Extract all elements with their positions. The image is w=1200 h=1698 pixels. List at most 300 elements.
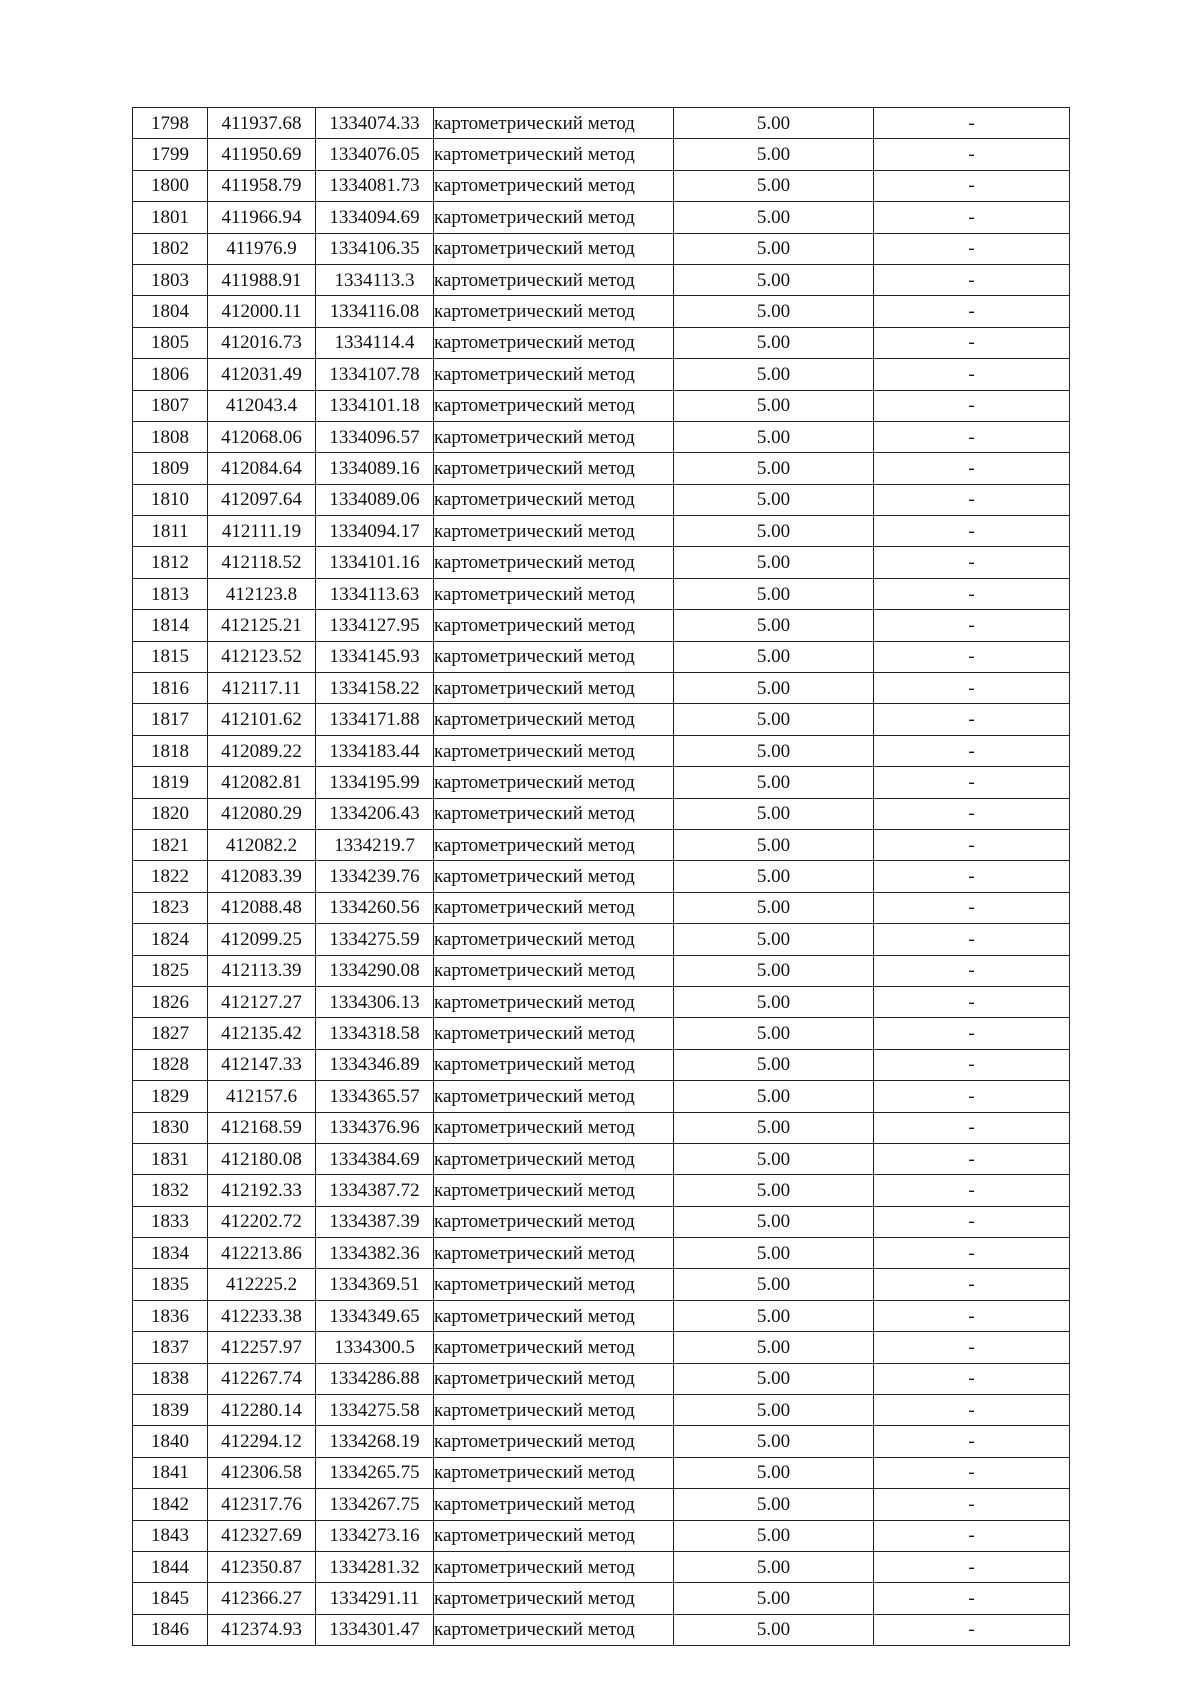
method-cell: картометрический метод — [434, 892, 674, 923]
x-coordinate-cell: 411937.68 — [208, 108, 316, 139]
point-number-cell: 1822 — [133, 861, 208, 892]
x-coordinate-cell: 412123.8 — [208, 578, 316, 609]
point-number-cell: 1820 — [133, 798, 208, 829]
x-coordinate-cell: 412101.62 — [208, 704, 316, 735]
precision-cell: 5.00 — [674, 1049, 874, 1080]
x-coordinate-cell: 412083.39 — [208, 861, 316, 892]
y-coordinate-cell: 1334081.73 — [316, 170, 434, 201]
y-coordinate-cell: 1334382.36 — [316, 1238, 434, 1269]
table-row — [133, 1206, 1070, 1237]
x-coordinate-cell: 412043.4 — [208, 390, 316, 421]
point-number-cell: 1816 — [133, 673, 208, 704]
description-cell: - — [874, 1332, 1070, 1363]
description-cell: - — [874, 170, 1070, 201]
point-number-cell: 1835 — [133, 1269, 208, 1300]
table-row — [133, 578, 1070, 609]
y-coordinate-cell: 1334113.3 — [316, 264, 434, 295]
point-number-cell: 1844 — [133, 1551, 208, 1582]
description-cell: - — [874, 421, 1070, 452]
precision-cell: 5.00 — [674, 390, 874, 421]
y-coordinate-cell: 1334281.32 — [316, 1551, 434, 1582]
x-coordinate-cell: 412147.33 — [208, 1049, 316, 1080]
table-row — [133, 1457, 1070, 1488]
point-number-cell: 1810 — [133, 484, 208, 515]
point-number-cell: 1812 — [133, 547, 208, 578]
y-coordinate-cell: 1334268.19 — [316, 1426, 434, 1457]
method-cell: картометрический метод — [434, 421, 674, 452]
description-cell: - — [874, 202, 1070, 233]
table-row — [133, 1520, 1070, 1551]
description-cell: - — [874, 798, 1070, 829]
y-coordinate-cell: 1334384.69 — [316, 1143, 434, 1174]
point-number-cell: 1799 — [133, 139, 208, 170]
description-cell: - — [874, 1457, 1070, 1488]
x-coordinate-cell: 412257.97 — [208, 1332, 316, 1363]
y-coordinate-cell: 1334273.16 — [316, 1520, 434, 1551]
table-row — [133, 798, 1070, 829]
precision-cell: 5.00 — [674, 1175, 874, 1206]
description-cell: - — [874, 1520, 1070, 1551]
x-coordinate-cell: 412280.14 — [208, 1395, 316, 1426]
table-row — [133, 641, 1070, 672]
table-row — [133, 1238, 1070, 1269]
point-number-cell: 1809 — [133, 453, 208, 484]
method-cell: картометрический метод — [434, 1143, 674, 1174]
table-row — [133, 1583, 1070, 1614]
y-coordinate-cell: 1334286.88 — [316, 1363, 434, 1394]
point-number-cell: 1802 — [133, 233, 208, 264]
precision-cell: 5.00 — [674, 1363, 874, 1394]
precision-cell: 5.00 — [674, 610, 874, 641]
table-row — [133, 108, 1070, 139]
y-coordinate-cell: 1334300.5 — [316, 1332, 434, 1363]
method-cell: картометрический метод — [434, 233, 674, 264]
precision-cell: 5.00 — [674, 767, 874, 798]
precision-cell: 5.00 — [674, 892, 874, 923]
table-row — [133, 1332, 1070, 1363]
precision-cell: 5.00 — [674, 641, 874, 672]
point-number-cell: 1821 — [133, 829, 208, 860]
method-cell: картометрический метод — [434, 1238, 674, 1269]
description-cell: - — [874, 390, 1070, 421]
table-row — [133, 1269, 1070, 1300]
method-cell: картометрический метод — [434, 861, 674, 892]
point-number-cell: 1805 — [133, 327, 208, 358]
description-cell: - — [874, 578, 1070, 609]
precision-cell: 5.00 — [674, 1489, 874, 1520]
method-cell: картометрический метод — [434, 1112, 674, 1143]
description-cell: - — [874, 610, 1070, 641]
description-cell: - — [874, 1363, 1070, 1394]
method-cell: картометрический метод — [434, 1395, 674, 1426]
x-coordinate-cell: 412180.08 — [208, 1143, 316, 1174]
table-row — [133, 829, 1070, 860]
description-cell: - — [874, 1018, 1070, 1049]
table-row — [133, 610, 1070, 641]
y-coordinate-cell: 1334107.78 — [316, 359, 434, 390]
description-cell: - — [874, 1112, 1070, 1143]
x-coordinate-cell: 412117.11 — [208, 673, 316, 704]
table-row — [133, 1395, 1070, 1426]
point-number-cell: 1801 — [133, 202, 208, 233]
description-cell: - — [874, 108, 1070, 139]
x-coordinate-cell: 412233.38 — [208, 1300, 316, 1331]
method-cell: картометрический метод — [434, 453, 674, 484]
x-coordinate-cell: 411958.79 — [208, 170, 316, 201]
y-coordinate-cell: 1334096.57 — [316, 421, 434, 452]
y-coordinate-cell: 1334183.44 — [316, 735, 434, 766]
y-coordinate-cell: 1334195.99 — [316, 767, 434, 798]
x-coordinate-cell: 411976.9 — [208, 233, 316, 264]
precision-cell: 5.00 — [674, 1520, 874, 1551]
x-coordinate-cell: 412118.52 — [208, 547, 316, 578]
x-coordinate-cell: 412123.52 — [208, 641, 316, 672]
x-coordinate-cell: 412084.64 — [208, 453, 316, 484]
y-coordinate-cell: 1334101.16 — [316, 547, 434, 578]
point-number-cell: 1839 — [133, 1395, 208, 1426]
coordinates-table-body — [133, 108, 1070, 1646]
method-cell: картометрический метод — [434, 1269, 674, 1300]
method-cell: картометрический метод — [434, 264, 674, 295]
y-coordinate-cell: 1334145.93 — [316, 641, 434, 672]
point-number-cell: 1798 — [133, 108, 208, 139]
precision-cell: 5.00 — [674, 516, 874, 547]
y-coordinate-cell: 1334116.08 — [316, 296, 434, 327]
x-coordinate-cell: 412350.87 — [208, 1551, 316, 1582]
description-cell: - — [874, 1049, 1070, 1080]
point-number-cell: 1808 — [133, 421, 208, 452]
method-cell: картометрический метод — [434, 327, 674, 358]
point-number-cell: 1817 — [133, 704, 208, 735]
precision-cell: 5.00 — [674, 1300, 874, 1331]
method-cell: картометрический метод — [434, 1457, 674, 1488]
point-number-cell: 1806 — [133, 359, 208, 390]
table-row — [133, 673, 1070, 704]
description-cell: - — [874, 1269, 1070, 1300]
description-cell: - — [874, 1206, 1070, 1237]
y-coordinate-cell: 1334158.22 — [316, 673, 434, 704]
method-cell: картометрический метод — [434, 1489, 674, 1520]
precision-cell: 5.00 — [674, 1143, 874, 1174]
method-cell: картометрический метод — [434, 390, 674, 421]
point-number-cell: 1815 — [133, 641, 208, 672]
y-coordinate-cell: 1334275.59 — [316, 924, 434, 955]
point-number-cell: 1813 — [133, 578, 208, 609]
precision-cell: 5.00 — [674, 1426, 874, 1457]
description-cell: - — [874, 1489, 1070, 1520]
method-cell: картометрический метод — [434, 673, 674, 704]
table-row — [133, 1489, 1070, 1520]
description-cell: - — [874, 1583, 1070, 1614]
description-cell: - — [874, 1300, 1070, 1331]
table-row — [133, 1300, 1070, 1331]
precision-cell: 5.00 — [674, 359, 874, 390]
precision-cell: 5.00 — [674, 955, 874, 986]
method-cell: картометрический метод — [434, 924, 674, 955]
precision-cell: 5.00 — [674, 1457, 874, 1488]
description-cell: - — [874, 1143, 1070, 1174]
method-cell: картометрический метод — [434, 1081, 674, 1112]
x-coordinate-cell: 412099.25 — [208, 924, 316, 955]
x-coordinate-cell: 412317.76 — [208, 1489, 316, 1520]
x-coordinate-cell: 412168.59 — [208, 1112, 316, 1143]
y-coordinate-cell: 1334074.33 — [316, 108, 434, 139]
method-cell: картометрический метод — [434, 170, 674, 201]
table-row — [133, 453, 1070, 484]
y-coordinate-cell: 1334291.11 — [316, 1583, 434, 1614]
precision-cell: 5.00 — [674, 327, 874, 358]
method-cell: картометрический метод — [434, 1300, 674, 1331]
precision-cell: 5.00 — [674, 1081, 874, 1112]
description-cell: - — [874, 547, 1070, 578]
method-cell: картометрический метод — [434, 1049, 674, 1080]
table-row — [133, 1018, 1070, 1049]
precision-cell: 5.00 — [674, 1018, 874, 1049]
precision-cell: 5.00 — [674, 1112, 874, 1143]
y-coordinate-cell: 1334106.35 — [316, 233, 434, 264]
description-cell: - — [874, 296, 1070, 327]
method-cell: картометрический метод — [434, 484, 674, 515]
description-cell: - — [874, 673, 1070, 704]
table-row — [133, 955, 1070, 986]
method-cell: картометрический метод — [434, 1551, 674, 1582]
x-coordinate-cell: 412157.6 — [208, 1081, 316, 1112]
method-cell: картометрический метод — [434, 516, 674, 547]
description-cell: - — [874, 516, 1070, 547]
point-number-cell: 1829 — [133, 1081, 208, 1112]
y-coordinate-cell: 1334275.58 — [316, 1395, 434, 1426]
table-row — [133, 547, 1070, 578]
x-coordinate-cell: 412267.74 — [208, 1363, 316, 1394]
point-number-cell: 1836 — [133, 1300, 208, 1331]
table-row — [133, 1551, 1070, 1582]
x-coordinate-cell: 412213.86 — [208, 1238, 316, 1269]
method-cell: картометрический метод — [434, 578, 674, 609]
method-cell: картометрический метод — [434, 767, 674, 798]
precision-cell: 5.00 — [674, 673, 874, 704]
precision-cell: 5.00 — [674, 1206, 874, 1237]
method-cell: картометрический метод — [434, 735, 674, 766]
precision-cell: 5.00 — [674, 296, 874, 327]
point-number-cell: 1832 — [133, 1175, 208, 1206]
precision-cell: 5.00 — [674, 484, 874, 515]
description-cell: - — [874, 139, 1070, 170]
method-cell: картометрический метод — [434, 704, 674, 735]
precision-cell: 5.00 — [674, 421, 874, 452]
x-coordinate-cell: 411950.69 — [208, 139, 316, 170]
table-row — [133, 892, 1070, 923]
x-coordinate-cell: 412202.72 — [208, 1206, 316, 1237]
coordinates-table — [132, 107, 1070, 1646]
x-coordinate-cell: 412082.2 — [208, 829, 316, 860]
point-number-cell: 1843 — [133, 1520, 208, 1551]
description-cell: - — [874, 264, 1070, 295]
method-cell: картометрический метод — [434, 108, 674, 139]
table-row — [133, 202, 1070, 233]
y-coordinate-cell: 1334089.06 — [316, 484, 434, 515]
description-cell: - — [874, 1238, 1070, 1269]
point-number-cell: 1807 — [133, 390, 208, 421]
point-number-cell: 1845 — [133, 1583, 208, 1614]
method-cell: картометрический метод — [434, 986, 674, 1017]
method-cell: картометрический метод — [434, 641, 674, 672]
x-coordinate-cell: 412082.81 — [208, 767, 316, 798]
precision-cell: 5.00 — [674, 1332, 874, 1363]
y-coordinate-cell: 1334301.47 — [316, 1614, 434, 1645]
y-coordinate-cell: 1334365.57 — [316, 1081, 434, 1112]
precision-cell: 5.00 — [674, 861, 874, 892]
method-cell: картометрический метод — [434, 547, 674, 578]
y-coordinate-cell: 1334094.17 — [316, 516, 434, 547]
x-coordinate-cell: 412080.29 — [208, 798, 316, 829]
precision-cell: 5.00 — [674, 1395, 874, 1426]
y-coordinate-cell: 1334076.05 — [316, 139, 434, 170]
y-coordinate-cell: 1334206.43 — [316, 798, 434, 829]
y-coordinate-cell: 1334260.56 — [316, 892, 434, 923]
table-row — [133, 516, 1070, 547]
point-number-cell: 1842 — [133, 1489, 208, 1520]
x-coordinate-cell: 412374.93 — [208, 1614, 316, 1645]
description-cell: - — [874, 955, 1070, 986]
y-coordinate-cell: 1334349.65 — [316, 1300, 434, 1331]
point-number-cell: 1819 — [133, 767, 208, 798]
table-row — [133, 1081, 1070, 1112]
description-cell: - — [874, 1551, 1070, 1582]
x-coordinate-cell: 412366.27 — [208, 1583, 316, 1614]
table-row — [133, 767, 1070, 798]
x-coordinate-cell: 412111.19 — [208, 516, 316, 547]
precision-cell: 5.00 — [674, 453, 874, 484]
method-cell: картометрический метод — [434, 1175, 674, 1206]
y-coordinate-cell: 1334306.13 — [316, 986, 434, 1017]
x-coordinate-cell: 412000.11 — [208, 296, 316, 327]
y-coordinate-cell: 1334219.7 — [316, 829, 434, 860]
x-coordinate-cell: 412192.33 — [208, 1175, 316, 1206]
y-coordinate-cell: 1334346.89 — [316, 1049, 434, 1080]
precision-cell: 5.00 — [674, 233, 874, 264]
method-cell: картометрический метод — [434, 1363, 674, 1394]
precision-cell: 5.00 — [674, 1238, 874, 1269]
x-coordinate-cell: 412327.69 — [208, 1520, 316, 1551]
x-coordinate-cell: 412097.64 — [208, 484, 316, 515]
description-cell: - — [874, 233, 1070, 264]
point-number-cell: 1824 — [133, 924, 208, 955]
precision-cell: 5.00 — [674, 578, 874, 609]
table-row — [133, 359, 1070, 390]
precision-cell: 5.00 — [674, 139, 874, 170]
y-coordinate-cell: 1334127.95 — [316, 610, 434, 641]
point-number-cell: 1823 — [133, 892, 208, 923]
table-row — [133, 1049, 1070, 1080]
description-cell: - — [874, 327, 1070, 358]
method-cell: картометрический метод — [434, 1426, 674, 1457]
precision-cell: 5.00 — [674, 735, 874, 766]
table-row — [133, 390, 1070, 421]
point-number-cell: 1818 — [133, 735, 208, 766]
method-cell: картометрический метод — [434, 1332, 674, 1363]
method-cell: картометрический метод — [434, 1583, 674, 1614]
table-row — [133, 233, 1070, 264]
table-row — [133, 327, 1070, 358]
point-number-cell: 1830 — [133, 1112, 208, 1143]
y-coordinate-cell: 1334089.16 — [316, 453, 434, 484]
description-cell: - — [874, 453, 1070, 484]
point-number-cell: 1846 — [133, 1614, 208, 1645]
x-coordinate-cell: 412225.2 — [208, 1269, 316, 1300]
x-coordinate-cell: 411988.91 — [208, 264, 316, 295]
point-number-cell: 1838 — [133, 1363, 208, 1394]
y-coordinate-cell: 1334376.96 — [316, 1112, 434, 1143]
y-coordinate-cell: 1334265.75 — [316, 1457, 434, 1488]
point-number-cell: 1840 — [133, 1426, 208, 1457]
precision-cell: 5.00 — [674, 829, 874, 860]
table-row — [133, 1112, 1070, 1143]
precision-cell: 5.00 — [674, 986, 874, 1017]
x-coordinate-cell: 412016.73 — [208, 327, 316, 358]
method-cell: картометрический метод — [434, 359, 674, 390]
description-cell: - — [874, 1081, 1070, 1112]
y-coordinate-cell: 1334369.51 — [316, 1269, 434, 1300]
method-cell: картометрический метод — [434, 296, 674, 327]
precision-cell: 5.00 — [674, 798, 874, 829]
y-coordinate-cell: 1334114.4 — [316, 327, 434, 358]
method-cell: картометрический метод — [434, 202, 674, 233]
x-coordinate-cell: 412088.48 — [208, 892, 316, 923]
description-cell: - — [874, 829, 1070, 860]
table-row — [133, 264, 1070, 295]
table-row — [133, 924, 1070, 955]
method-cell: картометрический метод — [434, 1614, 674, 1645]
table-row — [133, 1175, 1070, 1206]
method-cell: картометрический метод — [434, 610, 674, 641]
x-coordinate-cell: 412127.27 — [208, 986, 316, 1017]
y-coordinate-cell: 1334290.08 — [316, 955, 434, 986]
description-cell: - — [874, 1614, 1070, 1645]
y-coordinate-cell: 1334387.72 — [316, 1175, 434, 1206]
y-coordinate-cell: 1334101.18 — [316, 390, 434, 421]
table-row — [133, 1426, 1070, 1457]
point-number-cell: 1831 — [133, 1143, 208, 1174]
description-cell: - — [874, 1175, 1070, 1206]
table-row — [133, 296, 1070, 327]
description-cell: - — [874, 359, 1070, 390]
precision-cell: 5.00 — [674, 108, 874, 139]
x-coordinate-cell: 412089.22 — [208, 735, 316, 766]
table-row — [133, 484, 1070, 515]
y-coordinate-cell: 1334318.58 — [316, 1018, 434, 1049]
description-cell: - — [874, 767, 1070, 798]
description-cell: - — [874, 892, 1070, 923]
table-row — [133, 1143, 1070, 1174]
y-coordinate-cell: 1334171.88 — [316, 704, 434, 735]
method-cell: картометрический метод — [434, 955, 674, 986]
point-number-cell: 1828 — [133, 1049, 208, 1080]
description-cell: - — [874, 641, 1070, 672]
method-cell: картометрический метод — [434, 1206, 674, 1237]
precision-cell: 5.00 — [674, 1614, 874, 1645]
point-number-cell: 1841 — [133, 1457, 208, 1488]
y-coordinate-cell: 1334267.75 — [316, 1489, 434, 1520]
description-cell: - — [874, 1395, 1070, 1426]
precision-cell: 5.00 — [674, 704, 874, 735]
x-coordinate-cell: 412306.58 — [208, 1457, 316, 1488]
x-coordinate-cell: 412113.39 — [208, 955, 316, 986]
method-cell: картометрический метод — [434, 1520, 674, 1551]
description-cell: - — [874, 704, 1070, 735]
x-coordinate-cell: 412125.21 — [208, 610, 316, 641]
description-cell: - — [874, 924, 1070, 955]
point-number-cell: 1834 — [133, 1238, 208, 1269]
